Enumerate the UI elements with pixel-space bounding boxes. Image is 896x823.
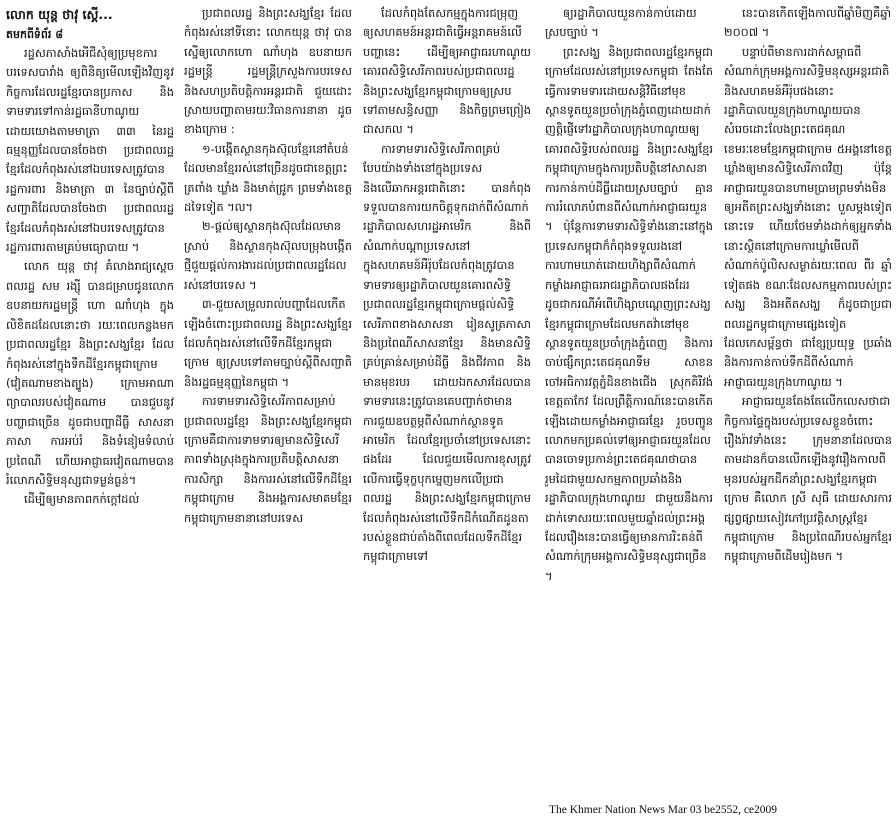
article-column-1 xyxy=(6,4,174,804)
continued-from-label: តមកពីទំព័រ ៨ xyxy=(6,28,64,41)
paragraph: លោក យុន្ត ថាវុ គំលាងរាជ្យស្តេចពលរដ្ឋ សម រង្ស៊ី បានជម្រាបជូនលោកឧបនាយករដ្ឋមន្រ្តី ហោ ណាំហុង ក្នុងលិខិតដដែលនោះថា រយៈពេលកន្លងមកប្រជាពលរដ្ឋខ្មែរ និងព្រះសង្ឃខ្មែរ ដែលកំពុងរស់នៅក្នុងទឹកដីខ្មែរកម្ពុជាក្រោម (វៀតណាមខាងត្បូង) ក្រោមអាណាព្យាបាលរបស់វៀតណាម បានជួបនូវបញ្ហាជាច្រើន ដូចជាបញ្ហាដីធ្លី សាសនា ភាសា ការអប់រំ និងទំនៀមទំលាប់ ប្រពៃណី ហើយអាជ្ញាធរវៀតណាមបានរំលោភសិទ្ធិមនុស្សជាទម្ងន់ធ្ងន់។ xyxy=(6,259,174,487)
paragraph: ៣-ជួយសម្រួលរាល់បញ្ហាដែលកើតឡើងចំពោះប្រជាពលរដ្ឋ និងព្រះសង្ឃខ្មែរដែលកំពុងរស់នៅលើទឹកដីខ្មែរកម្ពុជាក្រោម ឲ្យស្របទៅតាមច្បាប់ស្តីពីសញ្ជាតិ និងរដ្ឋធម្មនុញ្ញនៃកម្ពុជា ។ xyxy=(184,297,352,389)
paragraph: អាជ្ញាធរយួនតែងតែលើកលេសថាជាកិច្ចការផ្ទៃក្នុងរបស់ប្រទេសខ្លួនចំពោះរឿងរ៉ាវទាំងនេះ ក្រុមនានាដែលបានតាមដានក៏បានលើកឡើងនូវរឿងកាលពីមុនរបស់អ្នកដឹកនាំព្រះសង្ឃខ្មែរកម្ពុជាក្រោម គឺលោក ស្រី សុធី ដោយសារការផ្សព្វផ្សាយសៀវភៅប្រវត្តិសាស្ត្រខ្មែរកម្ពុជាក្រោម និងប្រពៃណីរបស់អ្នកខ្មែរកម្ពុជាក្រោមពីដើមរៀងមក ។ xyxy=(724,394,892,564)
paragraph: ១-បង្កើតស្ថានកុងស៊ុលខ្មែរនៅតំបន់ដែលមានខ្មែររស់នៅច្រើនដូចជាខេត្តព្រះត្រពាំង ឃ្លាំង និងមាត់ជ្រូក ព្រមទាំងខេត្តដទៃទៀត ។ល។ xyxy=(184,141,352,215)
paragraph: ការទាមទារសិទ្ធិសេរីភាពសម្រាប់ប្រជាពលរដ្ឋខ្មែរ និងព្រះសង្ឃខ្មែរកម្ពុជាក្រោមគឺជាការទាមទារឲ្យមានសិទ្ធិសេរីភាពទាំងស្រុងក្នុងការប្រតិបត្តិសាសនា ការសិក្សា និងការរស់នៅលើទឹកដីខ្មែរកម្ពុជាក្រោម និងអង្គការសមាគមខ្មែរកម្ពុជាក្រោមនានានៅបរទេស xyxy=(184,394,352,525)
paragraph: ព្រះសង្ឃ និងប្រជាពលរដ្ឋខ្មែរកម្ពុជាក្រោមដែលរស់នៅប្រទេសកម្ពុជា តែងតែធ្វើការទាមទារដោយសន្តិវិធីនៅមុខស្ថានទូតយួនប្រចាំក្រុងភ្នំពេញដោយដាក់ញត្តិផ្ញើទៅរដ្ឋាភិបាលក្រុងហាណូយឲ្យគោរពសិទ្ធិរបស់ពលរដ្ឋ និងព្រះសង្ឃខ្មែរកម្ពុជាក្រោមក្នុងការប្រតិបត្តិនៅសាសនា ការកាន់កាប់ដីធ្លីដោយស្របច្បាប់ គ្មានការរំលោភបំពានពីសំណាក់អាជ្ញាធរយួន ។ ប៉ុន្តែការទាមទារសិទ្ធិទាំងនោះនៅក្នុងប្រទេសកម្ពុជាក៏កំពុងទទួលរងនៅការហាមឃាត់ដោយហិង្សាពីសំណាក់កម្លាំងអាជ្ញាធររាជរដ្ឋាភិបាលផងដែរ ដូចជាករណីអំពើហិង្សាបណ្តេញព្រះសង្ឃខ្មែរកម្ពុជាក្រោមដែលមកតវ៉ានៅមុខស្ថានទូតយួនប្រចាំក្រុងភ្នំពេញ និងការចាប់ផ្សឹកព្រះតេជគុណទឹម សាខន ចៅអធិការវត្តភ្នំដិនខាងជើង ស្រុកគិរីវង់ ខេត្តតាកែវ ដែលព្រឹត្តិការណ៍នេះបានកើតឡើងដោយកម្លាំងអាជ្ញាធរខ្មែរ រួចបញ្ជូនលោកមកប្រគល់ទៅឲ្យអាជ្ញាធរយួនដែលបានចោទប្រកាន់ព្រះតេជគុណថាបានរួមដៃជាមួយសកម្មភាពប្រឆាំងនិងរដ្ឋាភិបាលក្រុងហាណូយ ជាមួយនឹងការដាក់ទោសរយៈពេលមួយឆ្នាំដល់ព្រះអង្គ ដែលរឿងនេះបានធ្វើឲ្យមានការរិះគន់ពីសំណាក់ក្រុមអង្គការសិទ្ធិមនុស្សជាច្រើន ។ xyxy=(545,44,713,583)
paragraph: បន្ទាប់ពីមានការដាក់សម្ពាធពីសំណាក់ក្រុមអង្គការសិទ្ធិមនុស្សអន្តរជាតិ និងសហគមន៍អឺរ៉ុបផងនោះ រដ្ឋាភិបាលយួនក្រុងហាណូយបានសំរេចដោះលែងព្រះតេជគុណ ខេមរៈខេមខ្មែរកម្ពុជាក្រោម ៥អង្គនៅខេត្តឃ្លាំងឲ្យមានសិទ្ធិសេរីភាពវិញ ប៉ុន្តែអាជ្ញាធរយួនបានហាមប្រាមព្រមទាំងមិនឲ្យអតីតព្រះសង្ឃទាំងនោះ បួសម្តងទៀតនោះទេ ហើយថែមទាំងដាក់ឲ្យអ្នកទាំងនោះស្ថិតនៅក្រោមការឃ្លាំមើលពីសំណាក់ប៉ូលិសសម្ងាត់រយៈពេល ពីរ ឆ្នាំទៀតផង ខណៈដែលសកម្មភាពរបស់ព្រះសង្ឃ និងអតីតសង្ឃ ក៏ដូចជាប្រជាពលរដ្ឋកម្ពុជាក្រោមផ្សេងទៀតដែលកេសម្ព័ន្ធថា ជាខ្សែប្រយុទ្ធ ប្រឆាំងនិងការកាន់កាប់ទឹកដីពីសំណាក់អាជ្ញាធរយួនក្រុងហាណូយ ។ xyxy=(724,44,892,389)
paragraph: ឲ្យរដ្ឋាភិបាលយួនកាន់កាប់ដោយស្របច្បាប់ ។ xyxy=(545,6,697,40)
paragraph: នេះបានកើតឡើងកាលពីឆ្នាំមិញគឺឆ្នាំ ២០០៧ ។ xyxy=(724,6,892,40)
article-column-4 xyxy=(545,4,713,804)
paragraph: ២-ផ្តល់ឲ្យស្ថានកុងស៊ុលដែលមានស្រាប់ និងស្ថានកុងស៊ុលបម្រុងបង្កើតថ្មីជួយផ្តល់ការងារដល់ប្រជាពលរដ្ឋដែលរស់នៅបរទេស ។ xyxy=(184,219,352,292)
source-credit: The Khmer Nation News Mar 03 be2552, ce2009 xyxy=(549,804,778,816)
paragraph: ដែលកំពុងតែសកម្មក្នុងការជម្រុញឲ្យសហគមន៍អន្តរជាតិធ្វើអន្តរាគមន៍លើបញ្ហានេះ ដើម្បីឲ្យអាជ្ញាធរហាណូយគោរពសិទ្ធិសេរីភាពរបស់ប្រជាពលរដ្ឋ និងព្រះសង្ឃខ្មែរកម្ពុជាក្រោមឲ្យស្របទៅតាមសន្ធិសញ្ញា និងកិច្ចព្រមព្រៀងជាសកល ។ xyxy=(363,6,531,137)
paragraph: ការទាមទារសិទ្ធិសេរីភាពគ្រប់បែបយ៉ាងទាំងនៅក្នុងប្រទេស និងលើឆាកអន្តរជាតិនោះ បានកំពុងទទួលបានការយកចិត្តទុកដាក់ពីសំណាក់រដ្ឋាភិបាលសហរដ្ឋអាមេរិក និងពីសំណាក់បណ្តាប្រទេសនៅក្នុងសហគមន៍អឺរ៉ុបដែលកំពុងត្រូវបានទាមទារឲ្យរដ្ឋាភិបាលយួនគោរពសិទ្ធិប្រជាពលរដ្ឋខ្មែរកម្ពុជាក្រោមផ្តល់សិទ្ធិសេរីភាពខាងសាសនា រៀនសូត្រភាសា និងប្រពៃណីសាសនាខ្មែរ និងមានសិទ្ធិគ្រប់គ្រាន់សម្រាប់ដីធ្លី និងជីវភាព និងមានមុខរបរ ដោយឯកសារដែលបានទាមទារនេះត្រូវបានគេបញ្ជាក់ថាមានការជួយឧបត្ថម្ភពីសំណាក់ស្ថានទូតអាមេរិក ដែលខ្មែរប្រចាំនៅប្រទេសនោះផងដែរ ដែលជួយមើលការខុសត្រូវលើការធ្វើទុក្ខបុកម្នេញមកលើប្រជាពលរដ្ឋ និងព្រះសង្ឃខ្មែរកម្ពុជាក្រោម ដែលកំពុងរស់នៅលើទឹកដីកំណើតដូនតារបស់ខ្លួនជាប់តាំងពីពេលដែលទឹកដីខ្មែរកម្ពុជាក្រោមទៅ xyxy=(363,141,531,564)
paragraph: ដើម្បីឲ្យមានភាពកក់ក្ដៅដល់ xyxy=(24,492,140,507)
article-column-5 xyxy=(724,4,892,804)
article-column-3 xyxy=(363,4,531,804)
article-column-2 xyxy=(184,4,352,804)
paragraph: រដ្ឋសភាសាំងអើជីសុំឲ្យប្រមុខការបរទេសបារាំង ឲ្យពិនិត្យមើលឡើងវិញនូវកិច្ចការដែលរដ្ឋខ្មែរបានប្រកាស និងទាមទារទៅកាន់រដ្ឋធានីហាណូយ ដោយយោងតាមមាត្រា ៣៣ នៃរដ្ឋធម្មនុញ្ញដែលបានចែងថា ប្រជាពលរដ្ឋខ្មែរដែលកំពុងរស់នៅឯបរទេសត្រូវបានរដ្ឋការពារ និងមាត្រា ៣ នៃច្បាប់ស្តីពីសញ្ជាតិដែលបានចែងថា ប្រជាពលរដ្ឋខ្មែរដែលកំពុងរស់នៅឯបរទេសត្រូវបានរដ្ឋការពារតាមគ្រប់មធ្យោបាយ ។ xyxy=(6,46,174,255)
article-headline: លោក យុន្ត ថាវុ ស្ដើ... xyxy=(6,7,113,22)
paragraph: ប្រជាពលរដ្ឋ និងព្រះសង្ឃខ្មែរ ដែលកំពុងរស់នៅទីនោះ លោកយុន្ត ថាវុ បានស្នើឲ្យលោកហោ ណាំហុង ឧបនាយករដ្ឋមន្រ្តី រដ្ឋមន្រ្តីក្រសួងការបរទេស និងសហប្រតិបត្តិការអន្តរជាតិ ជួយដោះស្រាយបញ្ហាតាមរយៈវិធានការនានា ដូចខាងក្រោម : xyxy=(184,6,352,137)
